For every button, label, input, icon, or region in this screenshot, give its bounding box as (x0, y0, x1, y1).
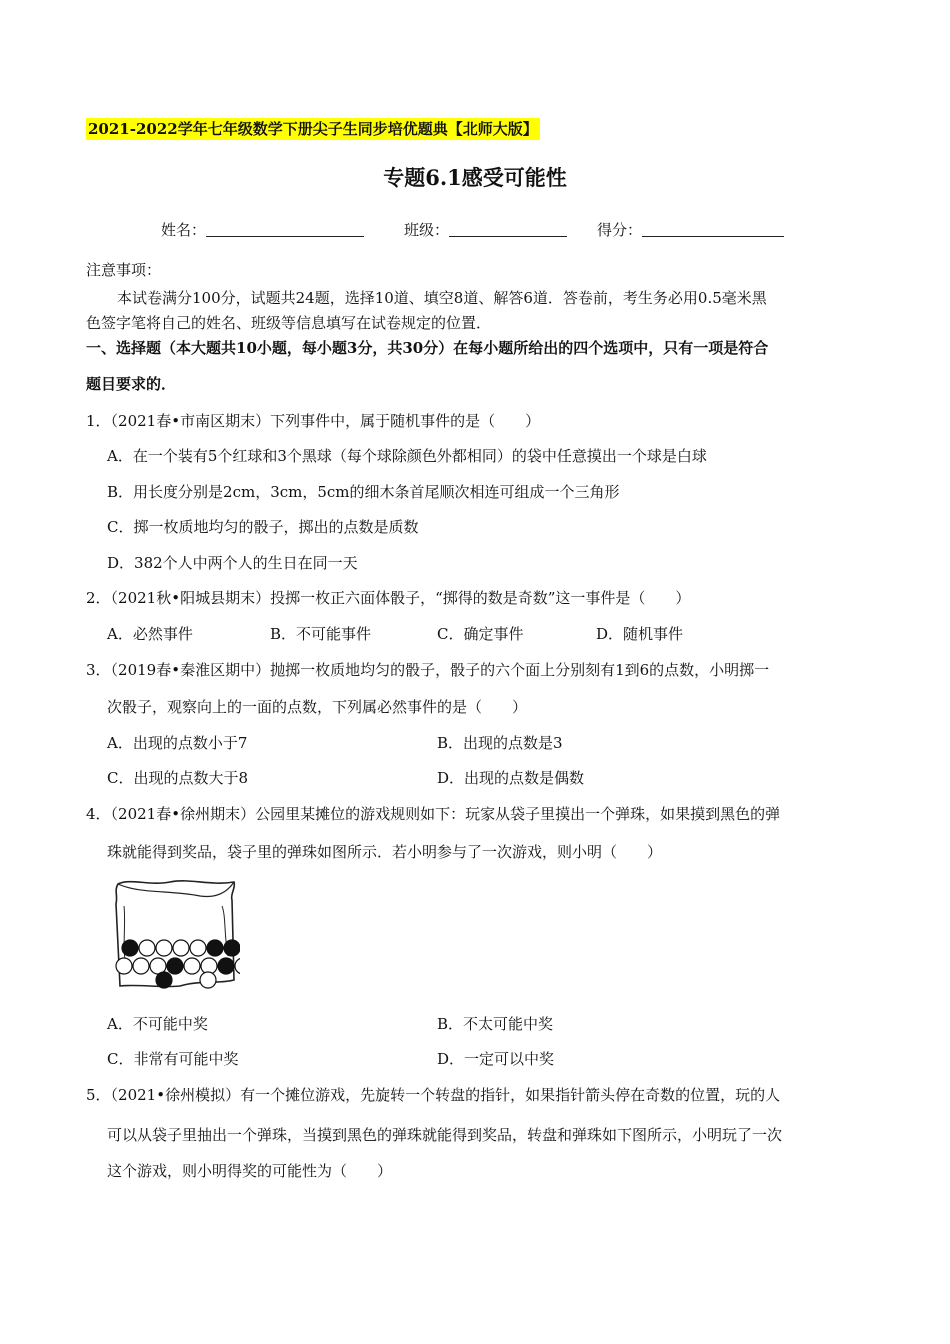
question-stem-line-1: （2021春•徐州期末）公园里某摊位的游戏规则如下：玩家从袋子里摸出一个弹珠，如果摸到黑色的弹 (110, 805, 781, 823)
section-heading-line-1: 一、选择题（本大题共10小题，每小题3分，共30分）在每小题所给出的四个选项中，只有一项是符合 (86, 339, 769, 357)
q3-option-b: B．出现的点数是3 (437, 734, 563, 752)
white-marble (190, 940, 206, 956)
question-3 (86, 659, 769, 680)
q1-option-b: B．用长度分别是2cm，3cm，5cm的细木条首尾顺次相连可组成一个三角形 (107, 483, 620, 501)
score-blank[interactable] (642, 222, 784, 237)
question-number: 5． (86, 1086, 111, 1104)
question-5 (86, 1084, 780, 1105)
question-5-line-3: 这个游戏，则小明得奖的可能性为（ ） (107, 1162, 393, 1180)
question-stem-line-1: （2021•徐州模拟）有一个摊位游戏，先旋转一个转盘的指针，如果指针箭头停在奇数的位置，玩的人 (110, 1086, 781, 1104)
class-blank[interactable] (449, 222, 567, 237)
white-marble (116, 958, 132, 974)
bag-fold (124, 906, 126, 966)
class-field (404, 219, 567, 240)
marbles (116, 940, 240, 988)
marble-bag-figure (110, 876, 240, 994)
white-marble (156, 940, 172, 956)
white-marble (139, 940, 155, 956)
question-2 (86, 587, 690, 608)
question-number: 4． (86, 805, 111, 823)
name-blank[interactable] (206, 222, 364, 237)
q2-option-a: A．必然事件 (107, 625, 193, 643)
q4-option-d: D．一定可以中奖 (437, 1050, 555, 1068)
white-marble (173, 940, 189, 956)
question-stem: （2021秋•阳城县期末）投掷一枚正六面体骰子，“掷得的数是奇数”这一事件是（ ） (110, 589, 691, 607)
white-marble (235, 958, 240, 974)
white-marble (133, 958, 149, 974)
black-marble (218, 958, 234, 974)
q4-option-c: C．非常有可能中奖 (107, 1050, 239, 1068)
black-marble (122, 940, 138, 956)
q4-option-b: B．不太可能中奖 (437, 1015, 554, 1033)
question-stem-line-1: （2019春•秦淮区期中）抛掷一枚质地均匀的骰子，骰子的六个面上分别刻有1到6的点数，小明掷一 (110, 661, 770, 679)
question-1 (86, 410, 540, 431)
question-4 (86, 803, 780, 824)
series-title: 2021-2022学年七年级数学下册尖子生同步培优题典【北师大版】 (88, 120, 538, 138)
black-marble (156, 972, 172, 988)
q2-option-b: B．不可能事件 (270, 625, 372, 643)
q1-option-c: C．掷一枚质地均匀的骰子，掷出的点数是质数 (107, 518, 419, 536)
q3-option-a: A．出现的点数小于7 (107, 734, 248, 752)
bag-opening (118, 882, 234, 896)
name-field (161, 219, 364, 240)
q1-option-a: A．在一个装有5个红球和3个黑球（每个球除颜色外都相同）的袋中任意摸出一个球是白球 (107, 447, 707, 465)
class-label: 班级： (404, 221, 450, 239)
question-4-line-2: 珠就能得到奖品，袋子里的弹珠如图所示．若小明参与了一次游戏，则小明（ ） (107, 843, 663, 861)
notice-heading: 注意事项： (86, 261, 162, 279)
question-number: 2． (86, 589, 111, 607)
question-3-line-2: 次骰子，观察向上的一面的点数，下列属必然事件的是（ ） (107, 698, 528, 716)
doc-title: 专题6.1感受可能性 (383, 165, 567, 190)
question-stem: （2021春•市南区期末）下列事件中，属于随机事件的是（ ） (110, 412, 541, 430)
section-heading-line-2: 题目要求的． (86, 375, 177, 393)
black-marble (167, 958, 183, 974)
question-5-line-2: 可以从袋子里抽出一个弹珠，当摸到黑色的弹珠就能得到奖品，转盘和弹珠如下图所示，小明玩了一次 (107, 1126, 783, 1144)
name-label: 姓名： (161, 221, 207, 239)
black-marble (207, 940, 223, 956)
question-number: 1． (86, 412, 111, 430)
notice-line-2: 色签字笔将自己的姓名、班级等信息填写在试卷规定的位置． (86, 314, 492, 332)
q2-option-c: C．确定事件 (437, 625, 524, 643)
q2-option-d: D．随机事件 (596, 625, 684, 643)
q4-option-a: A．不可能中奖 (107, 1015, 208, 1033)
score-field (597, 219, 784, 240)
notice-line-1: 本试卷满分100分，试题共24题，选择10道、填空8道、解答6道．答卷前，考生务必用0.5毫米黑 (117, 289, 767, 307)
q3-option-d: D．出现的点数是偶数 (437, 769, 585, 787)
question-number: 3． (86, 661, 111, 679)
q3-option-c: C．出现的点数大于8 (107, 769, 249, 787)
white-marble (184, 958, 200, 974)
score-label: 得分： (597, 221, 643, 239)
white-marble (200, 972, 216, 988)
black-marble (224, 940, 240, 956)
q1-option-d: D．382个人中两个人的生日在同一天 (107, 554, 358, 572)
